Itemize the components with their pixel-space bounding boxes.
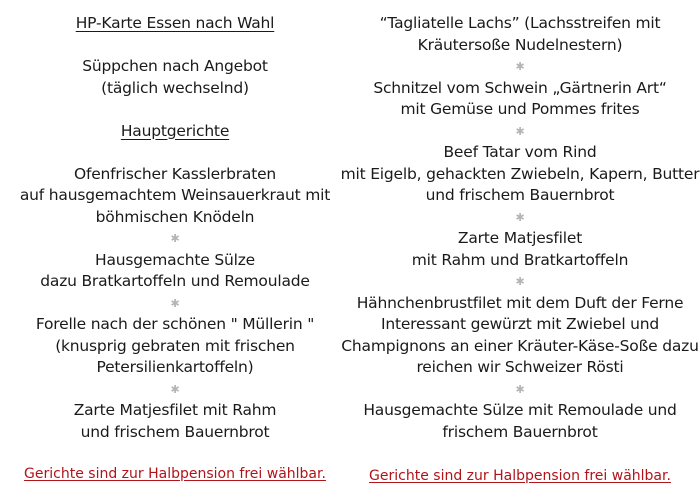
dish-line: Forelle nach der schönen " Müllerin " [35, 315, 315, 333]
dish-suelze-right [340, 400, 700, 443]
asterisk-separator-icon: ✱ [515, 275, 525, 288]
dish-line: Petersilienkartoffeln) [96, 358, 254, 376]
dish-line: Hähnchenbrustfilet mit dem Duft der Ferne [356, 293, 684, 312]
dish-line: Beef Tatar vom Rind [443, 143, 597, 161]
left-menu-column [0, 13, 350, 443]
asterisk-separator-icon: ✱ [515, 124, 525, 138]
asterisk-separator-icon: ✱ [515, 382, 525, 396]
dish-line: Kräutersoße Nudelnestern) [417, 35, 623, 54]
right-menu-column [340, 13, 700, 443]
dish-haehnchenbrustfilet [340, 293, 700, 379]
dish-matjesfilet [0, 400, 350, 443]
dish-line: “Tagliatelle Lachs” (Lachsstreifen mit [379, 14, 661, 32]
dish-line: mit Eigelb, gehackten Zwiebeln, Kapern, Butter [340, 164, 700, 183]
asterisk-separator-icon: ✱ [515, 210, 525, 224]
soup-line-1: Süppchen nach Angebot [82, 57, 268, 75]
dish-line: Champignons an einer Kräuter-Käse-Soße dazu [341, 336, 699, 355]
dish-line: Schnitzel vom Schwein „Gärtnerin Art“ [373, 78, 667, 97]
dish-line: Interessant gewürzt mit Zwiebel und [380, 315, 660, 333]
dish-line: Ofenfrischer Kasslerbraten [73, 164, 277, 183]
dish-line: Hausgemachte Sülze [95, 250, 255, 269]
dish-forelle [0, 314, 350, 379]
dish-line: und frischem Bauernbrot [80, 422, 270, 441]
dish-line: reichen wir Schweizer Rösti [416, 358, 624, 376]
dish-line: (knusprig gebraten mit frischen [55, 336, 295, 355]
dish-line: böhmischen Knödeln [95, 207, 255, 226]
dish-tagliatelle-lachs [340, 13, 700, 56]
asterisk-separator-icon: ✱ [170, 296, 180, 310]
dish-matjesfilet-right [340, 228, 700, 271]
dish-line: mit Rahm und Bratkartoffeln [411, 250, 629, 269]
menu-title: HP-Karte Essen nach Wahl [75, 14, 275, 32]
halfboard-note-left: Gerichte sind zur Halbpension frei wählbar. [24, 466, 326, 482]
dish-line: und frischem Bauernbrot [425, 186, 615, 204]
asterisk-separator-icon: ✱ [515, 60, 525, 73]
dish-line: auf hausgemachtem Weinsauerkraut mit [19, 186, 331, 204]
dish-schnitzel [340, 78, 700, 121]
dish-line: frischem Bauernbrot [442, 422, 598, 441]
dish-line: Zarte Matjesfilet [457, 229, 583, 247]
dish-line: dazu Bratkartoffeln und Remoulade [40, 272, 310, 290]
asterisk-separator-icon: ✱ [170, 382, 180, 396]
halfboard-note-right: Gerichte sind zur Halbpension frei wählbar. [369, 468, 671, 484]
dish-beef-tatar [340, 142, 700, 207]
dish-line: mit Gemüse und Pommes frites [400, 100, 640, 118]
dish-kasslerbraten [0, 164, 350, 229]
main-dishes-heading: Hauptgerichte [120, 121, 230, 140]
dish-line: Zarte Matjesfilet mit Rahm [73, 401, 277, 419]
asterisk-separator-icon: ✱ [170, 232, 180, 245]
soup-line-2: (täglich wechselnd) [101, 78, 249, 97]
dish-line: Hausgemachte Sülze mit Remoulade und [363, 401, 677, 419]
dish-suelze [0, 250, 350, 293]
